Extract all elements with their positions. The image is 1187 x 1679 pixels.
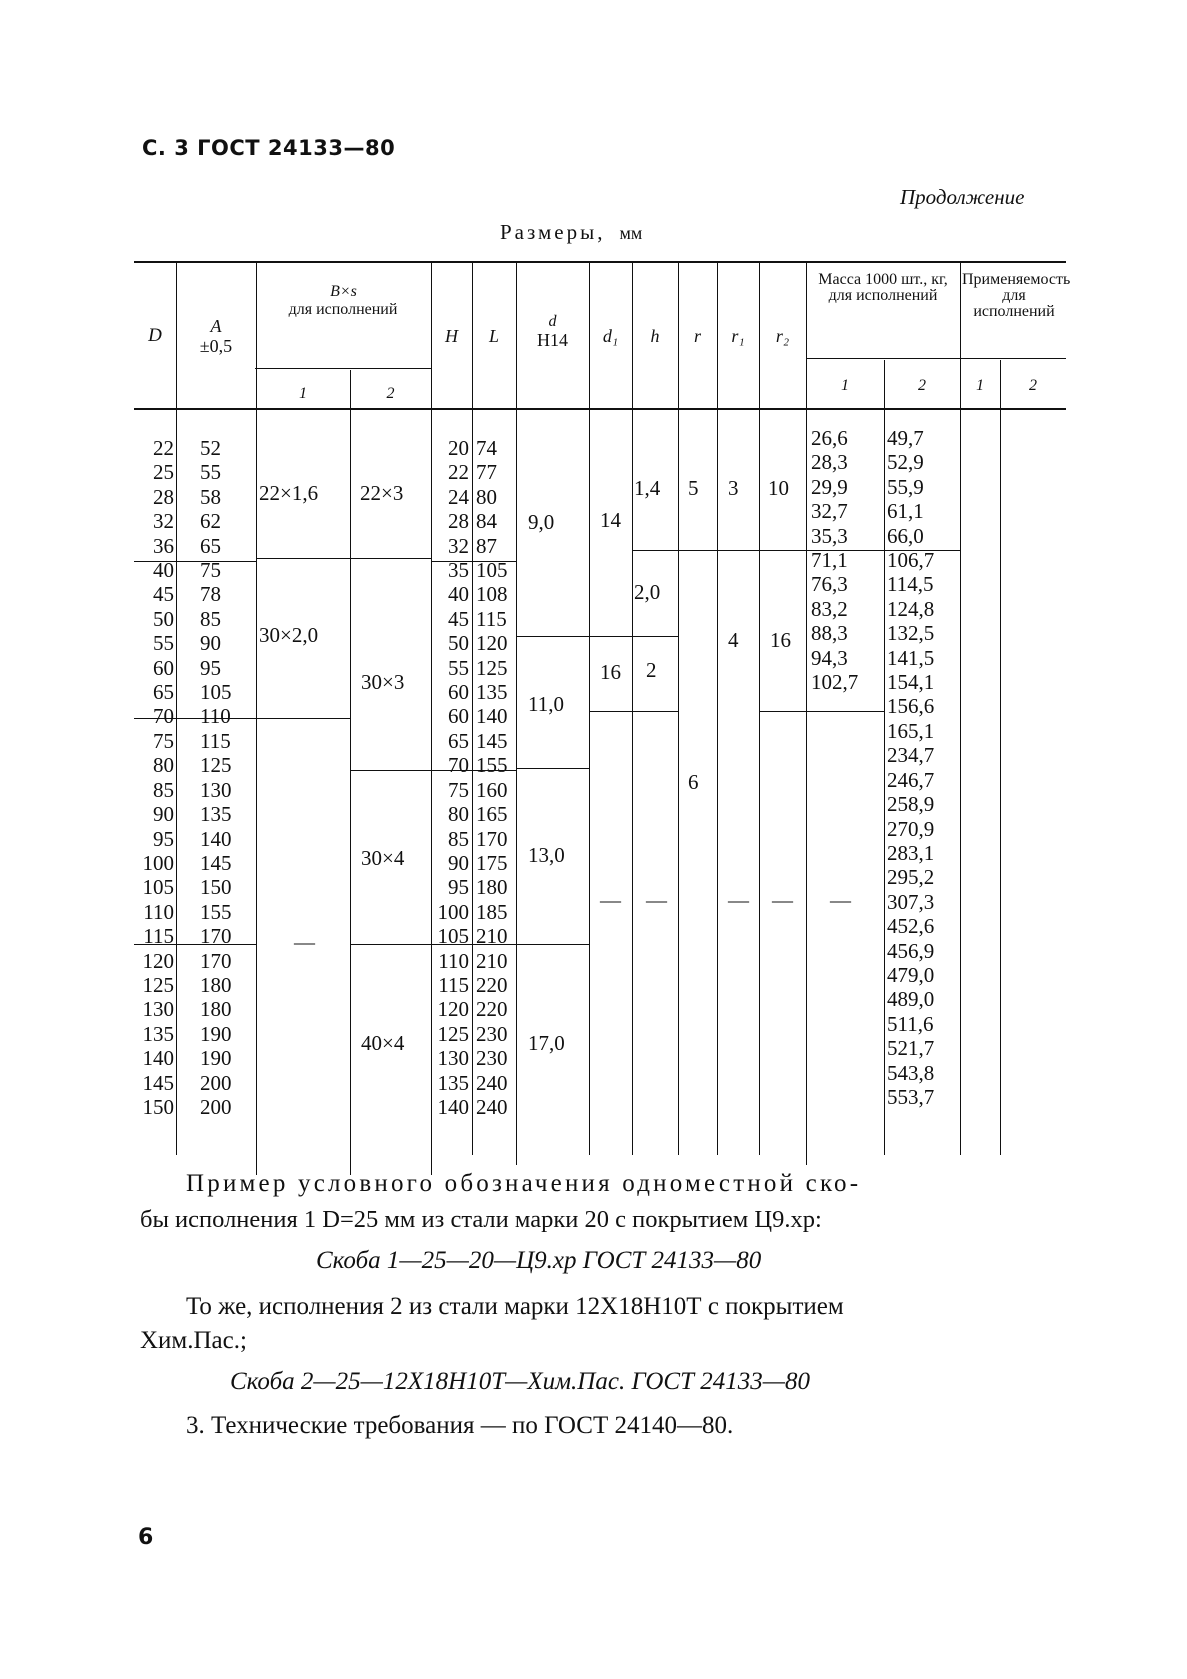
col-header-Bxs-2: 2 xyxy=(386,385,395,402)
A-cell: 170 xyxy=(200,948,232,973)
L-cell: 185 xyxy=(476,899,508,924)
D-cell: 120 xyxy=(142,948,174,973)
mass2-cell: 543,8 xyxy=(887,1060,935,1085)
column-mass-2 xyxy=(887,426,959,1109)
D-cell: 125 xyxy=(142,972,174,997)
mass2-cell: 234,7 xyxy=(887,743,935,768)
bxs2-group-c: 30×4 xyxy=(361,846,405,870)
L-cell: 74 xyxy=(476,436,497,460)
L-cell: 125 xyxy=(476,655,508,680)
H-cell: 50 xyxy=(448,631,469,656)
mass1-cell: 26,6 xyxy=(811,426,848,450)
d-group-c: 13,0 xyxy=(528,843,565,867)
bxs1-group-c: — xyxy=(294,930,315,954)
H-cell: 80 xyxy=(448,802,469,827)
bxs2-group-a: 22×3 xyxy=(360,481,404,505)
page-header: С. 3 ГОСТ 24133—80 xyxy=(142,136,396,160)
col-header-d: d xyxy=(548,313,557,330)
mass2-cell: 295,2 xyxy=(887,865,935,890)
A-cell: 58 xyxy=(200,484,221,509)
bxs1-group-b: 30×2,0 xyxy=(259,623,319,647)
D-cell: 80 xyxy=(153,753,174,778)
A-cell: 155 xyxy=(200,899,232,924)
col-header-Bxs: B×s xyxy=(330,283,357,300)
L-cell: 120 xyxy=(476,631,508,656)
A-cell: 65 xyxy=(200,533,221,558)
mass2-cell: 246,7 xyxy=(887,767,935,792)
A-cell: 85 xyxy=(200,606,221,631)
page-number: 6 xyxy=(138,1525,154,1550)
mass1-cell: 28,3 xyxy=(811,450,848,475)
mass2-cell: 154,1 xyxy=(887,670,935,695)
mass2-cell: 124,8 xyxy=(887,596,935,621)
D-cell: 145 xyxy=(142,1070,174,1095)
H-cell: 75 xyxy=(448,777,469,802)
mass1-cell: 83,2 xyxy=(811,596,848,621)
mass2-cell: 55,9 xyxy=(887,474,924,499)
example-line-2: бы исполнения 1 D=25 мм из стали марки 20 с покрытием Ц9.хр: xyxy=(140,1206,822,1233)
D-cell: 60 xyxy=(153,655,174,680)
A-cell: 90 xyxy=(200,631,221,656)
col-header-L: L xyxy=(488,326,499,346)
col-header-d1: d₁ xyxy=(602,326,619,346)
D-cell: 130 xyxy=(142,997,174,1022)
mass1-cell: 71,1 xyxy=(811,548,848,573)
H-cell: 20 xyxy=(448,436,469,460)
D-cell: 140 xyxy=(142,1046,174,1071)
mass2-cell: 114,5 xyxy=(887,572,934,597)
mass2-cell: 49,7 xyxy=(887,426,924,450)
L-cell: 160 xyxy=(476,777,508,802)
A-cell: 55 xyxy=(200,460,221,485)
r1-group-c: — xyxy=(728,888,749,912)
col-header-A: A xyxy=(210,316,222,336)
mass2-cell: 553,7 xyxy=(887,1084,935,1109)
col-header-D: D xyxy=(148,325,162,346)
L-cell: 135 xyxy=(476,680,508,705)
A-cell: 180 xyxy=(200,997,232,1022)
h-group-d: — xyxy=(646,888,667,912)
r1-group-b: 4 xyxy=(728,628,739,652)
D-cell: 45 xyxy=(153,582,174,607)
A-cell: 62 xyxy=(200,509,221,534)
L-cell: 210 xyxy=(476,924,508,949)
A-cell: 52 xyxy=(200,436,221,460)
d1-group-c: — xyxy=(600,888,621,912)
A-cell: 200 xyxy=(200,1070,232,1095)
H-cell: 40 xyxy=(448,582,469,607)
table-title xyxy=(500,220,642,245)
mass2-cell: 132,5 xyxy=(887,621,935,646)
column-L xyxy=(476,436,516,1119)
col-header-mass-2: 2 xyxy=(918,377,926,394)
H-cell: 45 xyxy=(448,606,469,631)
A-cell: 95 xyxy=(200,655,221,680)
L-cell: 175 xyxy=(476,850,508,875)
D-cell: 65 xyxy=(153,680,174,705)
A-cell: 75 xyxy=(200,558,221,583)
mass1-cell: 29,9 xyxy=(811,474,848,499)
example-line-4: То же, исполнения 2 из стали марки 12Х18Н10Т с покрытием xyxy=(186,1293,844,1320)
H-cell: 65 xyxy=(448,728,469,753)
H-cell: 100 xyxy=(437,899,469,924)
col-header-A-tol: ±0,5 xyxy=(199,336,233,356)
col-header-mass-1: 1 xyxy=(841,377,849,394)
D-cell: 22 xyxy=(153,436,174,460)
table-unit: мм xyxy=(619,223,643,243)
mass2-cell: 106,7 xyxy=(887,548,935,573)
H-cell: 105 xyxy=(437,924,469,949)
H-cell: 55 xyxy=(448,655,469,680)
bxs2-group-b: 30×3 xyxy=(361,670,405,694)
H-cell: 70 xyxy=(448,753,469,778)
col-header-Bxs-sub: для исполнений xyxy=(288,301,398,318)
D-cell: 110 xyxy=(143,899,174,924)
H-cell: 125 xyxy=(437,1021,469,1046)
L-cell: 77 xyxy=(476,460,497,485)
L-cell: 105 xyxy=(476,558,508,583)
D-cell: 100 xyxy=(142,850,174,875)
mass2-cell: 452,6 xyxy=(887,914,935,939)
col-header-r2: r₂ xyxy=(775,326,790,346)
D-cell: 85 xyxy=(153,777,174,802)
A-cell: 190 xyxy=(200,1046,232,1071)
A-cell: 135 xyxy=(200,802,232,827)
H-cell: 115 xyxy=(438,972,469,997)
D-cell: 90 xyxy=(153,802,174,827)
L-cell: 80 xyxy=(476,484,497,509)
H-cell: 90 xyxy=(448,850,469,875)
col-header-r1: r₁ xyxy=(731,326,745,346)
column-A xyxy=(200,436,252,1119)
D-cell: 150 xyxy=(142,1094,174,1119)
column-H xyxy=(431,436,469,1119)
L-cell: 240 xyxy=(476,1070,508,1095)
D-cell: 135 xyxy=(142,1021,174,1046)
D-cell: 55 xyxy=(153,631,174,656)
A-cell: 125 xyxy=(200,753,232,778)
mass2-cell: 258,9 xyxy=(887,792,935,817)
mass1-dash: — xyxy=(830,888,851,912)
bxs2-group-d: 40×4 xyxy=(361,1031,405,1055)
d-group-b: 11,0 xyxy=(528,692,564,716)
D-cell: 115 xyxy=(143,924,174,949)
col-header-h: h xyxy=(650,326,660,346)
mass1-cell: 88,3 xyxy=(811,621,848,646)
r2-group-b: 16 xyxy=(770,628,791,652)
A-cell: 150 xyxy=(200,875,232,900)
r-group-a: 5 xyxy=(688,476,699,500)
L-cell: 87 xyxy=(476,533,497,558)
L-cell: 84 xyxy=(476,509,497,534)
H-cell: 130 xyxy=(437,1046,469,1071)
column-D xyxy=(134,436,174,1119)
mass2-cell: 52,9 xyxy=(887,450,924,475)
mass2-cell: 165,1 xyxy=(887,718,935,743)
A-cell: 170 xyxy=(200,924,232,949)
mass2-cell: 479,0 xyxy=(887,962,935,987)
mass2-cell: 307,3 xyxy=(887,889,935,914)
mass2-cell: 66,0 xyxy=(887,523,924,548)
col-header-mass: Масса 1000 шт., кг, для исполнений xyxy=(818,271,948,304)
d1-group-a: 14 xyxy=(600,508,621,532)
L-cell: 180 xyxy=(476,875,508,900)
table-title-text: Размеры, xyxy=(500,220,606,244)
H-cell: 135 xyxy=(437,1070,469,1095)
A-cell: 130 xyxy=(200,777,232,802)
col-header-d-tol: H14 xyxy=(537,330,568,350)
H-cell: 95 xyxy=(448,875,469,900)
L-cell: 170 xyxy=(476,826,508,851)
column-mass-1 xyxy=(811,426,883,694)
A-cell: 78 xyxy=(200,582,221,607)
D-cell: 40 xyxy=(153,558,174,583)
L-cell: 140 xyxy=(476,704,508,729)
mass2-cell: 141,5 xyxy=(887,645,935,670)
mass1-cell: 102,7 xyxy=(811,670,859,695)
H-cell: 22 xyxy=(448,460,469,485)
mass2-cell: 283,1 xyxy=(887,840,935,865)
continuation-label: Продолжение xyxy=(900,185,1025,209)
col-header-Bxs-1: 1 xyxy=(299,385,307,402)
r1-group-a: 3 xyxy=(728,476,739,500)
mass2-cell: 61,1 xyxy=(887,499,924,524)
D-cell: 70 xyxy=(153,704,174,729)
L-cell: 210 xyxy=(476,948,508,973)
h-group-c: 2 xyxy=(646,658,657,682)
d1-group-b: 16 xyxy=(600,660,621,684)
D-cell: 75 xyxy=(153,728,174,753)
mass2-cell: 521,7 xyxy=(887,1036,935,1061)
A-cell: 200 xyxy=(200,1094,232,1119)
A-cell: 180 xyxy=(200,972,232,997)
col-header-applic: Применяемость для исполнений xyxy=(962,271,1071,320)
example-line-5: Хим.Пас.; xyxy=(140,1327,247,1354)
D-cell: 36 xyxy=(153,533,174,558)
H-cell: 110 xyxy=(438,948,469,973)
tech-requirements: 3. Технические требования — по ГОСТ 24140—80. xyxy=(186,1412,734,1439)
D-cell: 95 xyxy=(153,826,174,851)
H-cell: 35 xyxy=(448,558,469,583)
H-cell: 85 xyxy=(448,826,469,851)
h-group-a: 1,4 xyxy=(634,476,661,500)
D-cell: 28 xyxy=(153,484,174,509)
r-group-b: 6 xyxy=(688,770,699,794)
col-header-r: r xyxy=(693,326,701,346)
L-cell: 108 xyxy=(476,582,508,607)
L-cell: 230 xyxy=(476,1046,508,1071)
A-cell: 105 xyxy=(200,680,232,705)
L-cell: 115 xyxy=(476,606,507,631)
L-cell: 165 xyxy=(476,802,508,827)
h-group-b: 2,0 xyxy=(634,580,661,604)
H-cell: 32 xyxy=(448,533,469,558)
H-cell: 60 xyxy=(448,704,469,729)
mass2-cell: 456,9 xyxy=(887,938,935,963)
H-cell: 140 xyxy=(437,1094,469,1119)
A-cell: 140 xyxy=(200,826,232,851)
D-cell: 50 xyxy=(153,606,174,631)
d-group-d: 17,0 xyxy=(528,1031,565,1055)
L-cell: 220 xyxy=(476,972,508,997)
A-cell: 115 xyxy=(200,728,231,753)
L-cell: 230 xyxy=(476,1021,508,1046)
L-cell: 220 xyxy=(476,997,508,1022)
bxs1-group-a: 22×1,6 xyxy=(259,481,319,505)
D-cell: 105 xyxy=(142,875,174,900)
mass1-cell: 35,3 xyxy=(811,523,848,548)
L-cell: 145 xyxy=(476,728,508,753)
H-cell: 24 xyxy=(448,484,469,509)
mass2-cell: 511,6 xyxy=(887,1011,934,1036)
col-header-applic-1: 1 xyxy=(976,377,984,394)
H-cell: 60 xyxy=(448,680,469,705)
mass2-cell: 156,6 xyxy=(887,694,935,719)
r2-group-a: 10 xyxy=(768,476,789,500)
H-cell: 28 xyxy=(448,509,469,534)
example-line-1: Пример условного обозначения одноместной ско- xyxy=(186,1170,862,1197)
r2-group-c: — xyxy=(772,888,793,912)
L-cell: 240 xyxy=(476,1094,508,1119)
mass2-cell: 270,9 xyxy=(887,816,935,841)
mass1-cell: 32,7 xyxy=(811,499,848,524)
col-header-H: H xyxy=(445,326,458,346)
D-cell: 32 xyxy=(153,509,174,534)
D-cell: 25 xyxy=(153,460,174,485)
A-cell: 190 xyxy=(200,1021,232,1046)
example-designation-1: Скоба 1—25—20—Ц9.хр ГОСТ 24133—80 xyxy=(316,1247,762,1274)
example-designation-2: Скоба 2—25—12Х18Н10Т—Хим.Пас. ГОСТ 24133—80 xyxy=(230,1368,810,1395)
A-cell: 110 xyxy=(200,704,231,729)
mass1-cell: 76,3 xyxy=(811,572,848,597)
L-cell: 155 xyxy=(476,753,508,778)
d-group-a: 9,0 xyxy=(528,510,555,534)
A-cell: 145 xyxy=(200,850,232,875)
mass2-cell: 489,0 xyxy=(887,987,935,1012)
col-header-applic-2: 2 xyxy=(1029,377,1037,394)
mass1-cell: 94,3 xyxy=(811,645,848,670)
H-cell: 120 xyxy=(437,997,469,1022)
